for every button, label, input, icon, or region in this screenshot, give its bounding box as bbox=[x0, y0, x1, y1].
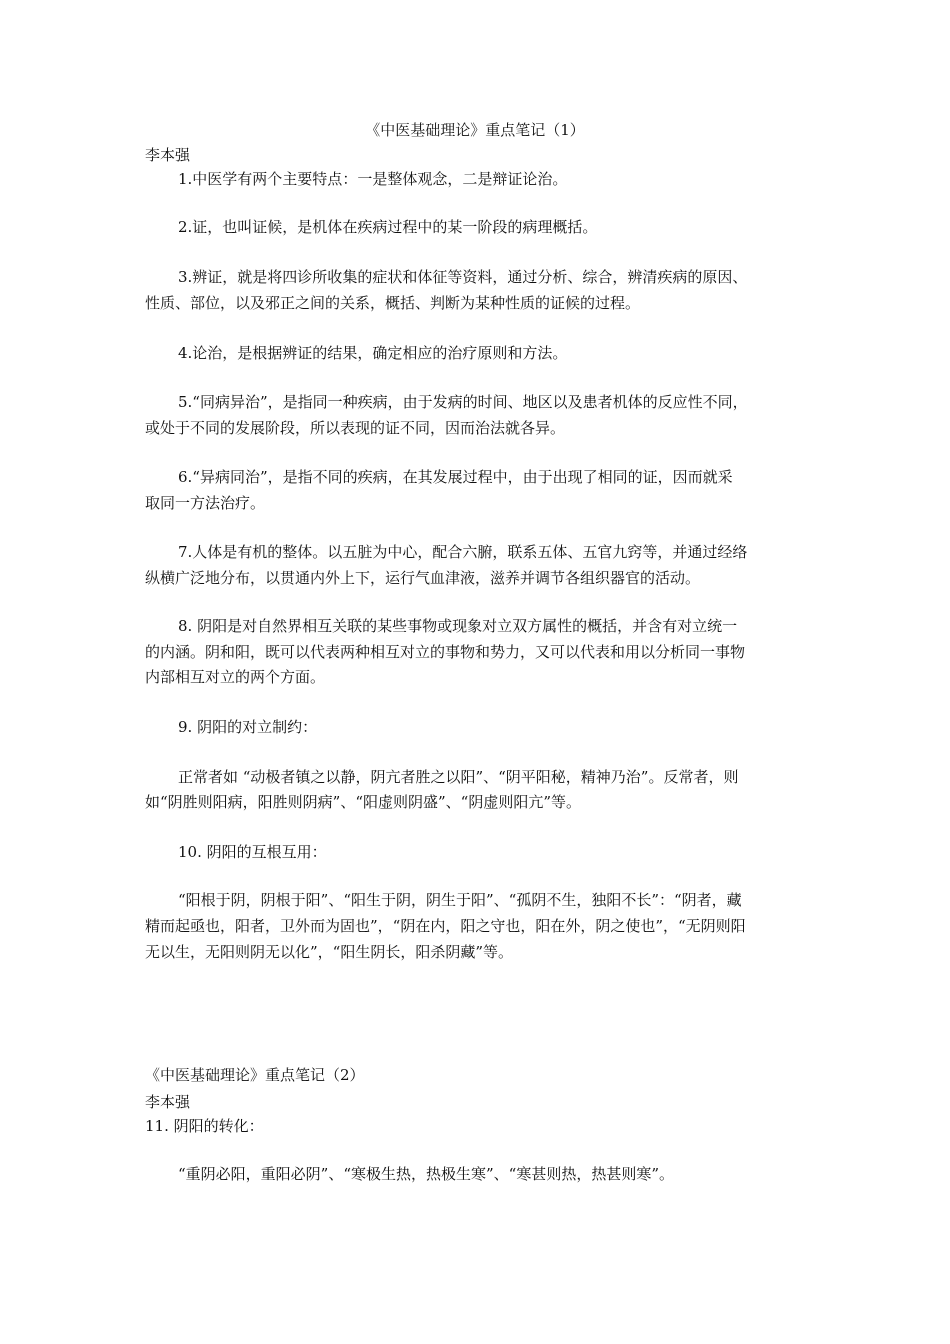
item-10-quote-line-3: 无以生，无阳则阴无以化”，“阳生阴长，阳杀阴藏”等。 bbox=[145, 943, 514, 961]
item-9-quote-line-1: 正常者如 “动极者镇之以静，阴亢者胜之以阳”、“阴平阳秘，精神乃治”。反常者，则 bbox=[178, 768, 739, 786]
item-5-line-2: 或处于不同的发展阶段，所以表现的证不同，因而治法就各异。 bbox=[145, 419, 566, 437]
item-11-quote: “重阴必阳，重阳必阴”、“寒极生热，热极生寒”、“寒甚则热，热甚则寒”。 bbox=[178, 1165, 675, 1183]
item-8-line-3: 内部相互对立的两个方面。 bbox=[145, 668, 326, 686]
item-9-quote-line-2: 如“阴胜则阳病，阳胜则阴病”、“阳虚则阴盛”、“阴虚则阳亢”等。 bbox=[145, 793, 582, 811]
item-6-line-1: 6.“异病同治”，是指不同的疾病，在其发展过程中，由于出现了相同的证，因而就采 bbox=[178, 468, 733, 486]
item-10: 10. 阴阳的互根互用： bbox=[178, 843, 327, 861]
item-5-line-1: 5.“同病异治”，是指同一种疾病，由于发病的时间、地区以及患者机体的反应性不同， bbox=[178, 393, 748, 411]
item-3-line-2: 性质、部位，以及邪正之间的关系，概括、判断为某种性质的证候的过程。 bbox=[145, 294, 641, 312]
item-7-line-1: 7.人体是有机的整体。以五脏为中心，配合六腑，联系五体、五官九窍等，并通过经络 bbox=[178, 543, 748, 561]
item-6-line-2: 取同一方法治疗。 bbox=[145, 494, 266, 512]
item-8-line-1: 8. 阴阳是对自然界相互关联的某些事物或现象对立双方属性的概括，并含有对立统一 bbox=[178, 617, 738, 635]
item-4: 4.论治，是根据辨证的结果，确定相应的治疗原则和方法。 bbox=[178, 344, 568, 362]
item-10-quote-line-2: 精而起亟也，阳者，卫外而为固也”，“阴在内，阳之守也，阳在外，阴之使也”，“无阴则阳 bbox=[145, 917, 746, 935]
item-11: 11. 阴阳的转化： bbox=[145, 1117, 264, 1135]
item-10-quote-line-1: “阳根于阴，阴根于阳”、“阳生于阴，阴生于阳”、“孤阴不生，独阳不长”：“阴者，藏 bbox=[178, 891, 742, 909]
item-3-line-1: 3.辨证，就是将四诊所收集的症状和体征等资料，通过分析、综合，辨清疾病的原因、 bbox=[178, 268, 748, 286]
section2-author: 李本强 bbox=[145, 1093, 191, 1111]
section2-title: 《中医基础理论》重点笔记（2） bbox=[145, 1066, 365, 1084]
item-7-line-2: 纵横广泛地分布，以贯通内外上下，运行气血津液，滋养并调节各组织器官的活动。 bbox=[145, 569, 701, 587]
item-8-line-2: 的内涵。阴和阳，既可以代表两种相互对立的事物和势力，又可以代表和用以分析同一事物 bbox=[145, 643, 746, 661]
section1-author: 李本强 bbox=[145, 146, 191, 164]
item-9: 9. 阴阳的对立制约： bbox=[178, 718, 318, 736]
section1-title: 《中医基础理论》重点笔记（1） bbox=[365, 121, 585, 139]
item-2: 2.证，也叫证候，是机体在疾病过程中的某一阶段的病理概括。 bbox=[178, 218, 598, 236]
item-1: 1.中医学有两个主要特点：一是整体观念，二是辩证论治。 bbox=[178, 170, 568, 188]
